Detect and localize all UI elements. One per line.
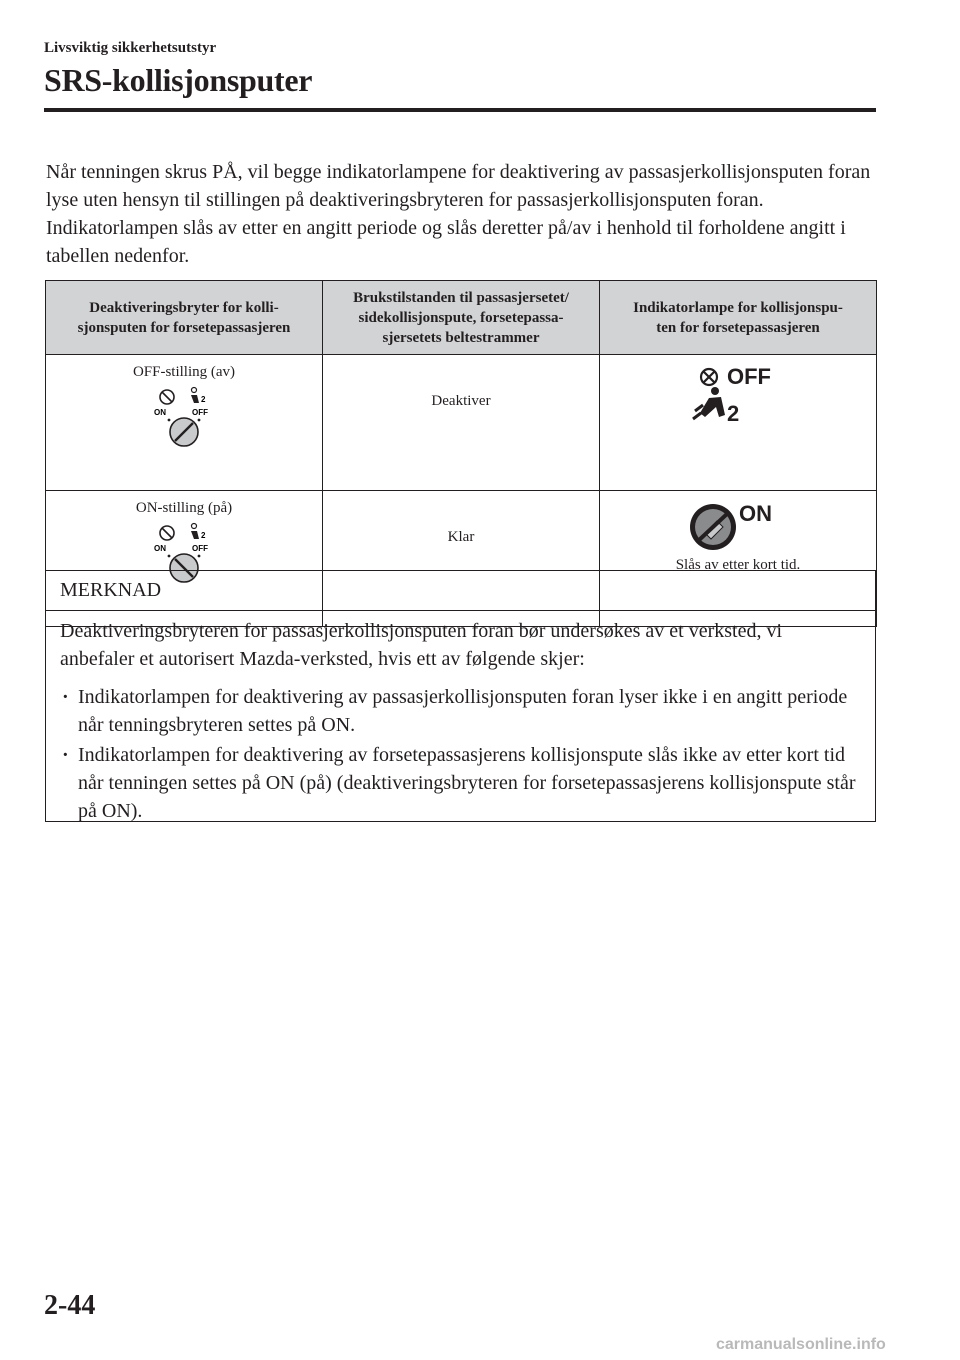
column-header-lamp-text: Indikatorlampe for kollisjonspu- ten for forsetepassasjeren bbox=[633, 299, 843, 336]
switch-number: 2 bbox=[201, 531, 206, 540]
table-header-row bbox=[46, 281, 877, 355]
list-item: · Indikatorlampen for deaktivering av passasjerkollisjonsputen foran lyser ikke i en angitt periode når tenningsbryteren settes på ON. bbox=[60, 683, 859, 739]
note-heading: MERKNAD bbox=[46, 571, 875, 611]
intro-paragraph: Når tenningen skrus PÅ, vil begge indikatorlampene for deaktivering av passasjerkollisjonsputen foran lyse uten hensyn til stillingen på deaktiveringsbryteren for passasjerkollisjonsputen foran. Indikatorlampen slås av etter en angitt periode og slås deretter på/av i henhold til forholdene angitt i tabellen nedenfor. bbox=[46, 161, 871, 267]
page-number: 2-44 bbox=[44, 1290, 96, 1321]
column-header-switch bbox=[46, 281, 323, 355]
watermark: carmanualsonline.info bbox=[716, 1336, 886, 1353]
column-header-switch-text: Deaktiveringsbryter for kolli- sjonsputen for forsetepassasjeren bbox=[77, 299, 291, 336]
lamp-cell bbox=[600, 355, 877, 491]
column-header-state-text: Brukstilstanden til passasjersetet/ sidekollisjonspute, forsetepassa- sjersetets beltestrammer bbox=[353, 289, 569, 346]
page-title: SRS-kollisjonsputer bbox=[44, 62, 313, 98]
note-box bbox=[45, 570, 876, 822]
column-header-state bbox=[323, 281, 600, 355]
switch-number: 2 bbox=[201, 395, 206, 404]
title-rule bbox=[44, 108, 876, 112]
table-row bbox=[46, 355, 877, 491]
airbag-deactivation-switch-off-icon bbox=[144, 385, 224, 447]
lamp-note: Slås av etter kort tid. bbox=[675, 557, 801, 573]
list-item: · Indikatorlampen for deaktivering av forsetepassasjerens kollisjonspute slås ikke av etter kort tid når tenningen settes på ON (på) (deaktiveringsbryteren for forsetepassasjerens kollisjonspute står på ON). bbox=[60, 741, 859, 825]
state-text: Klar bbox=[447, 529, 475, 545]
note-paragraph: Deaktiveringsbryteren for passasjerkollisjonsputen foran bør undersøkes av et verksted, vi anbefaler et autorisert Mazda-verksted, hvis ett av følgende skjer: bbox=[60, 620, 783, 670]
note-list bbox=[60, 683, 859, 825]
note-body bbox=[46, 611, 875, 825]
column-header-lamp bbox=[600, 281, 877, 355]
switch-on-mark: ON bbox=[154, 408, 166, 417]
switch-cell bbox=[46, 355, 323, 491]
switch-off-mark: OFF bbox=[192, 544, 208, 553]
switch-on-mark: ON bbox=[154, 544, 166, 553]
lamp-off-text: OFF bbox=[727, 365, 771, 389]
lamp-on-text: ON bbox=[739, 501, 772, 526]
passenger-airbag-on-indicator-icon bbox=[683, 501, 793, 553]
state-text: Deaktiver bbox=[431, 393, 491, 409]
switch-position-label: OFF-stilling (av) bbox=[132, 364, 236, 380]
passenger-airbag-off-indicator-icon bbox=[683, 365, 793, 427]
switch-off-mark: OFF bbox=[192, 408, 208, 417]
lamp-number: 2 bbox=[727, 401, 740, 426]
switch-position-label: ON-stilling (på) bbox=[135, 500, 233, 516]
section-label: Livsviktig sikkerhetsutstyr bbox=[44, 40, 217, 56]
state-cell bbox=[323, 355, 600, 491]
